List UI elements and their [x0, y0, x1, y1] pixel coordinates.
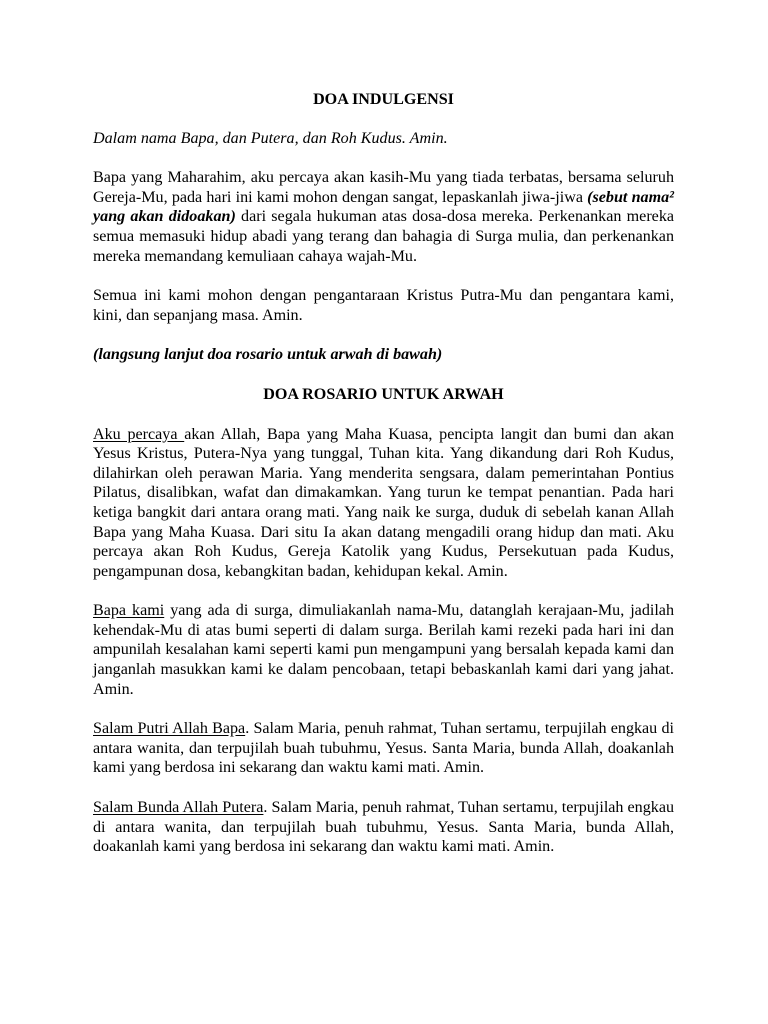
paragraph-hail-mary-2	[93, 798, 674, 857]
paragraph-creed	[93, 425, 674, 582]
hail-mary-2-lead: Salam Bunda Allah Putera	[93, 799, 264, 817]
title-doa-indulgensi: DOA INDULGENSI	[313, 91, 454, 108]
paragraph-text: dari segala hukuman atas dosa-dosa mereka. Perkenankan mereka semua memasuki hidup abadi yang terang dan bahagia di Surga mulia, dan perkenankan mereka memandang kemuliaan cahaya wajah-Mu.	[93, 208, 675, 265]
lords-prayer-lead: Bapa kami	[93, 602, 165, 620]
title-doa-rosario: DOA ROSARIO UNTUK ARWAH	[263, 385, 504, 403]
hail-mary-1-lead: Salam Putri Allah Bapa	[93, 720, 246, 738]
paragraph-closing: Semua ini kami mohon dengan pengantaraan Kristus Putra-Mu dan pengantara kami, kini, dan sepanjang masa. Amin.	[93, 287, 674, 324]
opening-line: Dalam nama Bapa, dan Putera, dan Roh Kudus. Amin.	[93, 129, 448, 147]
continue-note: (langsung lanjut doa rosario untuk arwah di bawah)	[93, 346, 443, 364]
paragraph-text: . Salam Maria, penuh rahmat, Tuhan sertamu, terpujilah engkau di antara wanita, dan terpujilah buah tubuhmu, Yesus. Santa Maria, bunda Allah, doakanlah kami yang berdosa ini sekarang dan waktu kami mati. Amin.	[93, 799, 675, 856]
creed-lead: Aku percaya	[93, 425, 185, 443]
paragraph-indulgence-prayer	[93, 168, 674, 266]
paragraph-text: akan Allah, Bapa yang Maha Kuasa, pencipta langit dan bumi dan akan Yesus Kristus, Putera-Nya yang tunggal, Tuhan kita. Yang dikandung dari Roh Kudus, dilahirkan oleh perawan Maria. Yang menderita sengsara, dalam pemerintahan Pontius Pilatus, disalibkan, wafat dan dimakamkan. Yang turun ke tempat penantian. Pada hari ketiga bangkit dari antara orang mati. Yang naik ke surga, duduk di sebelah kanan Allah Bapa yang Maha Kuasa. Dari situ Ia akan datang mengadili orang hidup dan mati. Aku percaya akan Roh Kudus, Gereja Katolik yang Kudus, Persekutuan pada Kudus, pengampunan dosa, kebangkitan badan, kehidupan kekal. Amin.	[93, 425, 674, 580]
paragraph-hail-mary-1	[93, 719, 674, 778]
paragraph-text: . Salam Maria, penuh rahmat, Tuhan sertamu, terpujilah engkau di antara wanita, dan terpujilah buah tubuhmu, Yesus. Santa Maria, bunda Allah, doakanlah kami yang berdosa ini sekarang dan waktu kami mati. Amin.	[93, 720, 674, 777]
paragraph-lords-prayer	[93, 601, 674, 699]
emphasis-names-instruction: (sebut nama² yang akan didoakan)	[93, 188, 674, 226]
paragraph-text: Bapa yang Maharahim, aku percaya akan kasih-Mu yang tiada terbatas, bersama seluruh Gereja-Mu, pada hari ini kami mohon dengan sangat, lepaskanlah jiwa-jiwa	[93, 169, 674, 206]
paragraph-text: yang ada di surga, dimuliakanlah nama-Mu, datanglah kerajaan-Mu, jadilah kehendak-Mu di atas bumi seperti di dalam surga. Berilah kami rezeki pada hari ini dan ampunilah kesalahan kami seperti kami pun mengampuni yang bersalah kepada kami dan janganlah masukkan kami ke dalam pencobaan, tetapi bebaskanlah kami dari yang jahat. Amin.	[93, 602, 674, 698]
